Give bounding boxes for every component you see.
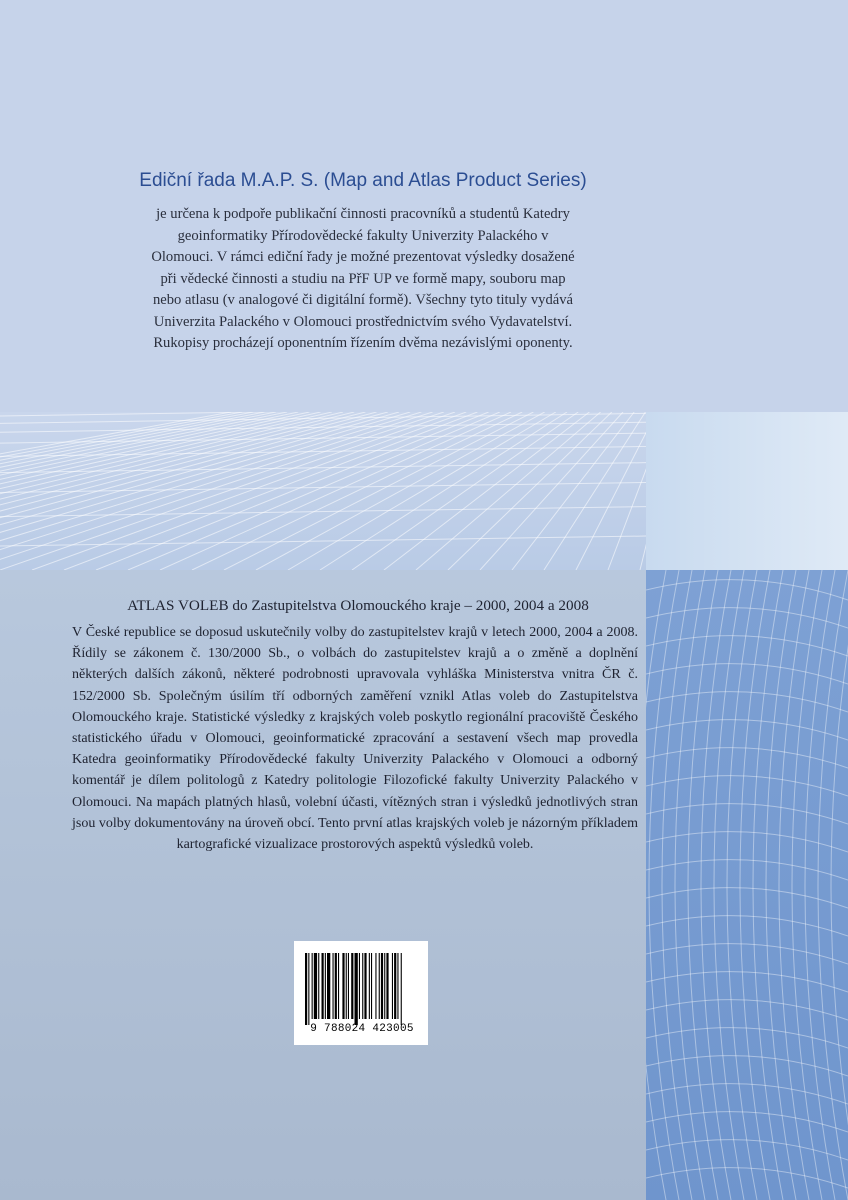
atlas-title: ATLAS VOLEB do Zastupitelstva Olomouckého kraje – 2000, 2004 a 2008 — [127, 597, 589, 614]
barcode-digits: 9 788024 423005 — [310, 1023, 414, 1035]
curved-grid — [646, 570, 848, 1200]
series-title: Ediční řada M.A.P. S. (Map and Atlas Product Series) — [139, 170, 587, 191]
series-description: je určena k podpoře publikační činnosti pracovníků a studentů Katedry geoinformatiky Přírodovědecké fakulty Univerzity Palackého v Olomouci. V rámci ediční řady je možné prezentovat výsledky dosažené při vědecké činnosti a studiu na PřF UP ve formě mapy, souboru map nebo atlasu (v analogové či digitální formě). Všechny tyto tituly vydává Univerzita Palackého v Olomouci prostřednictvím svého Vydavatelství. Rukopisy procházejí oponentním řízením dvěma nezávislými oponenty. — [151, 206, 575, 351]
right-dark-panel — [646, 570, 848, 1200]
isbn-barcode — [294, 941, 428, 1045]
right-light-panel — [646, 412, 848, 570]
atlas-description: V České republice se doposud uskutečnily volby do zastupitelstev krajů v letech 2000, 2004 a 2008. Řídily se zákonem č. 130/2000 Sb., o volbách do zastupitelstev krajů a o změně a doplnění některých dalších zákonů, některé podrobnosti upravovala vyhláška Ministerstva vnitra ČR č. 152/2000 Sb. Společným úsilím tří odborných zaměření vznikl Atlas voleb do Zastupitelstva Olomouckého kraje. Statistické výsledky z krajských voleb poskytlo regionální pracoviště Českého statistického úřadu v Olomouci, geoinformatické zpracování a sestavení všech map provedla Katedra geoinformatiky Přírodovědecké fakulty Univerzity Palackého v Olomouci a odborný komentář je dílem politologů z Katedry politologie Filozofické fakulty Univerzity Palackého v Olomouci. Na mapách platných hlasů, volební účasti, vítězných stran i výsledků jednotlivých stran jsou volby dokumentovány na úroveň obcí. Tento první atlas krajských voleb je názorným příkladem kartografické vizualizace prostorových aspektů výsledků voleb. — [72, 625, 638, 853]
